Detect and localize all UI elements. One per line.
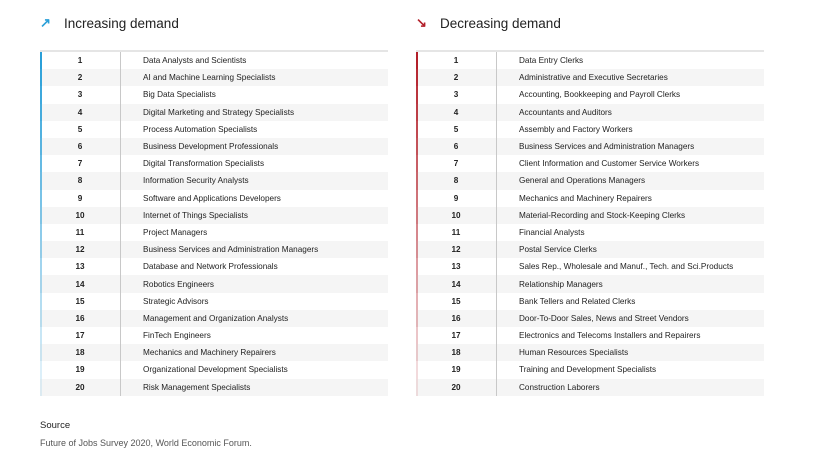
- job-title: Big Data Specialists: [143, 90, 216, 100]
- rank-color-bar: [40, 310, 42, 327]
- column-divider: [496, 293, 497, 310]
- column-divider: [496, 361, 497, 378]
- column-divider: [120, 155, 121, 172]
- job-title: FinTech Engineers: [143, 331, 211, 341]
- table-row: [416, 86, 764, 103]
- job-title: Internet of Things Specialists: [143, 210, 248, 220]
- job-title: Assembly and Factory Workers: [519, 124, 633, 134]
- table-row: [40, 275, 388, 292]
- column-divider: [496, 241, 497, 258]
- rank-color-bar: [40, 190, 42, 207]
- rank-number: 9: [453, 193, 459, 203]
- column-divider: [496, 155, 497, 172]
- rank-number: 3: [77, 90, 83, 100]
- table-row: [416, 224, 764, 241]
- rank-color-bar: [416, 155, 418, 172]
- rank-color-bar: [40, 172, 42, 189]
- column-divider: [496, 207, 497, 224]
- job-title: Material-Recording and Stock-Keeping Clerks: [519, 210, 686, 220]
- table-row: [40, 121, 388, 138]
- rank-color-bar: [416, 207, 418, 224]
- job-title: Business Development Professionals: [143, 142, 279, 152]
- column-divider: [120, 310, 121, 327]
- column-divider: [496, 121, 497, 138]
- table-row: [416, 207, 764, 224]
- job-title: Administrative and Executive Secretaries: [519, 73, 668, 83]
- job-title: Construction Laborers: [519, 382, 600, 392]
- rank-color-bar: [40, 224, 42, 241]
- table-row: [40, 69, 388, 86]
- rank-number: 20: [451, 382, 461, 392]
- column-divider: [120, 69, 121, 86]
- table-row: [40, 104, 388, 121]
- rank-color-bar: [416, 344, 418, 361]
- rank-color-bar: [40, 138, 42, 155]
- job-title: Management and Organization Analysts: [143, 313, 289, 323]
- table-row: [416, 69, 764, 86]
- job-title: Organizational Development Specialists: [143, 365, 288, 375]
- rank-color-bar: [40, 361, 42, 378]
- table-row: [416, 344, 764, 361]
- job-title: General and Operations Managers: [519, 176, 646, 186]
- column-divider: [496, 224, 497, 241]
- column-divider: [120, 293, 121, 310]
- rank-color-bar: [416, 121, 418, 138]
- rank-color-bar: [416, 190, 418, 207]
- rank-color-bar: [40, 258, 42, 275]
- table-row: [416, 310, 764, 327]
- rank-number: 19: [75, 365, 85, 375]
- rank-number: 1: [453, 56, 459, 66]
- job-title: Mechanics and Machinery Repairers: [143, 348, 276, 358]
- rank-number: 14: [451, 279, 461, 289]
- rank-color-bar: [416, 310, 418, 327]
- job-title: Database and Network Professionals: [143, 262, 278, 272]
- rank-number: 7: [77, 159, 83, 169]
- column-divider: [120, 172, 121, 189]
- job-title: Risk Management Specialists: [143, 382, 251, 392]
- rank-color-bar: [40, 293, 42, 310]
- column-divider: [120, 344, 121, 361]
- rank-number: 2: [77, 73, 83, 83]
- rank-color-bar: [416, 52, 418, 69]
- rank-color-bar: [416, 258, 418, 275]
- table-row: [40, 327, 388, 344]
- rank-color-bar: [40, 327, 42, 344]
- job-title: Software and Applications Developers: [143, 193, 281, 203]
- job-title: Client Information and Customer Service Workers: [519, 159, 700, 169]
- table-row: [40, 224, 388, 241]
- job-title: Process Automation Specialists: [143, 124, 258, 134]
- job-title: Mechanics and Machinery Repairers: [519, 193, 652, 203]
- rank-color-bar: [40, 69, 42, 86]
- table-row: [40, 52, 388, 69]
- job-title: Information Security Analysts: [143, 176, 249, 186]
- column-divider: [120, 190, 121, 207]
- table-row: [416, 293, 764, 310]
- rank-number: 8: [77, 176, 83, 186]
- job-title: Accountants and Auditors: [519, 107, 612, 117]
- rank-number: 13: [75, 262, 85, 272]
- rank-color-bar: [416, 138, 418, 155]
- job-title: Data Entry Clerks: [519, 56, 584, 66]
- column-divider: [120, 207, 121, 224]
- column-divider: [496, 275, 497, 292]
- rank-number: 11: [75, 227, 85, 237]
- column-divider: [120, 52, 121, 69]
- rank-number: 18: [75, 348, 85, 358]
- job-title: Digital Marketing and Strategy Specialists: [143, 107, 295, 117]
- rank-color-bar: [40, 52, 42, 69]
- rank-color-bar: [416, 361, 418, 378]
- table-row: [416, 275, 764, 292]
- rank-number: 16: [451, 313, 461, 323]
- decreasing-demand-title: Decreasing demand: [440, 15, 561, 31]
- column-divider: [496, 104, 497, 121]
- rank-color-bar: [416, 327, 418, 344]
- table-row: [416, 104, 764, 121]
- rank-number: 19: [451, 365, 461, 375]
- job-title: Training and Development Specialists: [519, 365, 657, 375]
- rank-color-bar: [40, 344, 42, 361]
- rank-color-bar: [416, 275, 418, 292]
- column-divider: [496, 327, 497, 344]
- rank-number: 4: [77, 107, 83, 117]
- rank-number: 12: [75, 245, 85, 255]
- rank-number: 6: [453, 142, 459, 152]
- rank-number: 12: [451, 245, 461, 255]
- table-row: [40, 379, 388, 396]
- source-text: Future of Jobs Survey 2020, World Economic Forum.: [40, 438, 252, 448]
- column-divider: [496, 190, 497, 207]
- table-row: [416, 172, 764, 189]
- job-title: Bank Tellers and Related Clerks: [519, 296, 636, 306]
- job-title: Business Services and Administration Managers: [143, 245, 319, 255]
- job-title: Financial Analysts: [519, 227, 585, 237]
- rank-number: 4: [453, 107, 459, 117]
- rank-color-bar: [40, 104, 42, 121]
- table-row: [40, 310, 388, 327]
- table-row: [40, 86, 388, 103]
- rank-color-bar: [416, 241, 418, 258]
- decreasing-demand-table: [416, 50, 764, 396]
- table-row: [40, 344, 388, 361]
- table-row: [40, 190, 388, 207]
- column-divider: [496, 172, 497, 189]
- table-row: [416, 52, 764, 69]
- column-divider: [496, 52, 497, 69]
- job-title: Relationship Managers: [519, 279, 603, 289]
- source-heading: Source: [40, 420, 71, 431]
- table-row: [40, 258, 388, 275]
- rank-number: 2: [453, 73, 459, 83]
- table-row: [416, 138, 764, 155]
- column-divider: [120, 241, 121, 258]
- rank-number: 13: [451, 262, 461, 272]
- arrow-down-right-icon: ↘: [416, 15, 427, 30]
- column-divider: [120, 104, 121, 121]
- rank-color-bar: [416, 293, 418, 310]
- rank-number: 16: [75, 313, 85, 323]
- column-divider: [496, 310, 497, 327]
- rank-color-bar: [416, 69, 418, 86]
- rank-number: 7: [453, 159, 459, 169]
- column-divider: [120, 224, 121, 241]
- column-divider: [120, 327, 121, 344]
- rank-number: 18: [451, 348, 461, 358]
- increasing-demand-title: Increasing demand: [64, 15, 179, 31]
- rank-color-bar: [416, 379, 418, 396]
- rank-number: 10: [451, 210, 461, 220]
- rank-color-bar: [40, 86, 42, 103]
- table-row: [40, 293, 388, 310]
- column-divider: [120, 275, 121, 292]
- table-row: [416, 155, 764, 172]
- table-row: [40, 138, 388, 155]
- job-title: Accounting, Bookkeeping and Payroll Clerks: [519, 90, 681, 100]
- rank-number: 17: [451, 331, 461, 341]
- rank-number: 6: [77, 142, 83, 152]
- table-row: [416, 258, 764, 275]
- rank-number: 17: [75, 331, 85, 341]
- job-title: Sales Rep., Wholesale and Manuf., Tech. and Sci.Products: [519, 262, 734, 272]
- rank-color-bar: [40, 379, 42, 396]
- rank-color-bar: [416, 86, 418, 103]
- job-title: Project Managers: [143, 227, 208, 237]
- rank-number: 15: [75, 296, 85, 306]
- column-divider: [120, 138, 121, 155]
- column-divider: [496, 379, 497, 396]
- job-title: Human Resources Specialists: [519, 348, 629, 358]
- rank-number: 5: [453, 124, 459, 134]
- table-row: [416, 379, 764, 396]
- rank-color-bar: [416, 104, 418, 121]
- rank-color-bar: [416, 224, 418, 241]
- rank-number: 15: [451, 296, 461, 306]
- column-divider: [120, 258, 121, 275]
- rank-number: 9: [77, 193, 83, 203]
- table-row: [416, 361, 764, 378]
- increasing-demand-table: [40, 50, 388, 396]
- job-title: Strategic Advisors: [143, 296, 209, 306]
- table-row: [416, 190, 764, 207]
- rank-number: 14: [75, 279, 85, 289]
- job-title: Digital Transformation Specialists: [143, 159, 265, 169]
- rank-number: 8: [453, 176, 459, 186]
- rank-color-bar: [40, 241, 42, 258]
- column-divider: [496, 344, 497, 361]
- table-row: [416, 121, 764, 138]
- table-row: [416, 241, 764, 258]
- column-divider: [120, 379, 121, 396]
- table-row: [40, 241, 388, 258]
- rank-number: 10: [75, 210, 85, 220]
- column-divider: [120, 361, 121, 378]
- rank-color-bar: [416, 172, 418, 189]
- rank-number: 3: [453, 90, 459, 100]
- arrow-up-right-icon: ↗: [40, 15, 51, 30]
- job-title: Door-To-Door Sales, News and Street Vendors: [519, 313, 689, 323]
- job-title: Postal Service Clerks: [519, 245, 597, 255]
- table-row: [416, 327, 764, 344]
- column-divider: [496, 258, 497, 275]
- rank-number: 11: [451, 227, 461, 237]
- column-divider: [120, 121, 121, 138]
- table-row: [40, 361, 388, 378]
- job-title: Data Analysts and Scientists: [143, 56, 247, 66]
- job-title: Electronics and Telecoms Installers and Repairers: [519, 331, 701, 341]
- column-divider: [120, 86, 121, 103]
- rank-color-bar: [40, 275, 42, 292]
- column-divider: [496, 86, 497, 103]
- rank-color-bar: [40, 121, 42, 138]
- job-title: Robotics Engineers: [143, 279, 214, 289]
- rank-number: 1: [77, 56, 83, 66]
- rank-number: 5: [77, 124, 83, 134]
- rank-number: 20: [75, 382, 85, 392]
- rank-color-bar: [40, 155, 42, 172]
- table-row: [40, 155, 388, 172]
- rank-color-bar: [40, 207, 42, 224]
- column-divider: [496, 138, 497, 155]
- job-title: AI and Machine Learning Specialists: [143, 73, 276, 83]
- source-section: [40, 420, 252, 448]
- table-row: [40, 172, 388, 189]
- increasing-demand-header: [40, 13, 179, 33]
- decreasing-demand-header: [416, 13, 561, 33]
- column-divider: [496, 69, 497, 86]
- table-row: [40, 207, 388, 224]
- job-title: Business Services and Administration Managers: [519, 142, 695, 152]
